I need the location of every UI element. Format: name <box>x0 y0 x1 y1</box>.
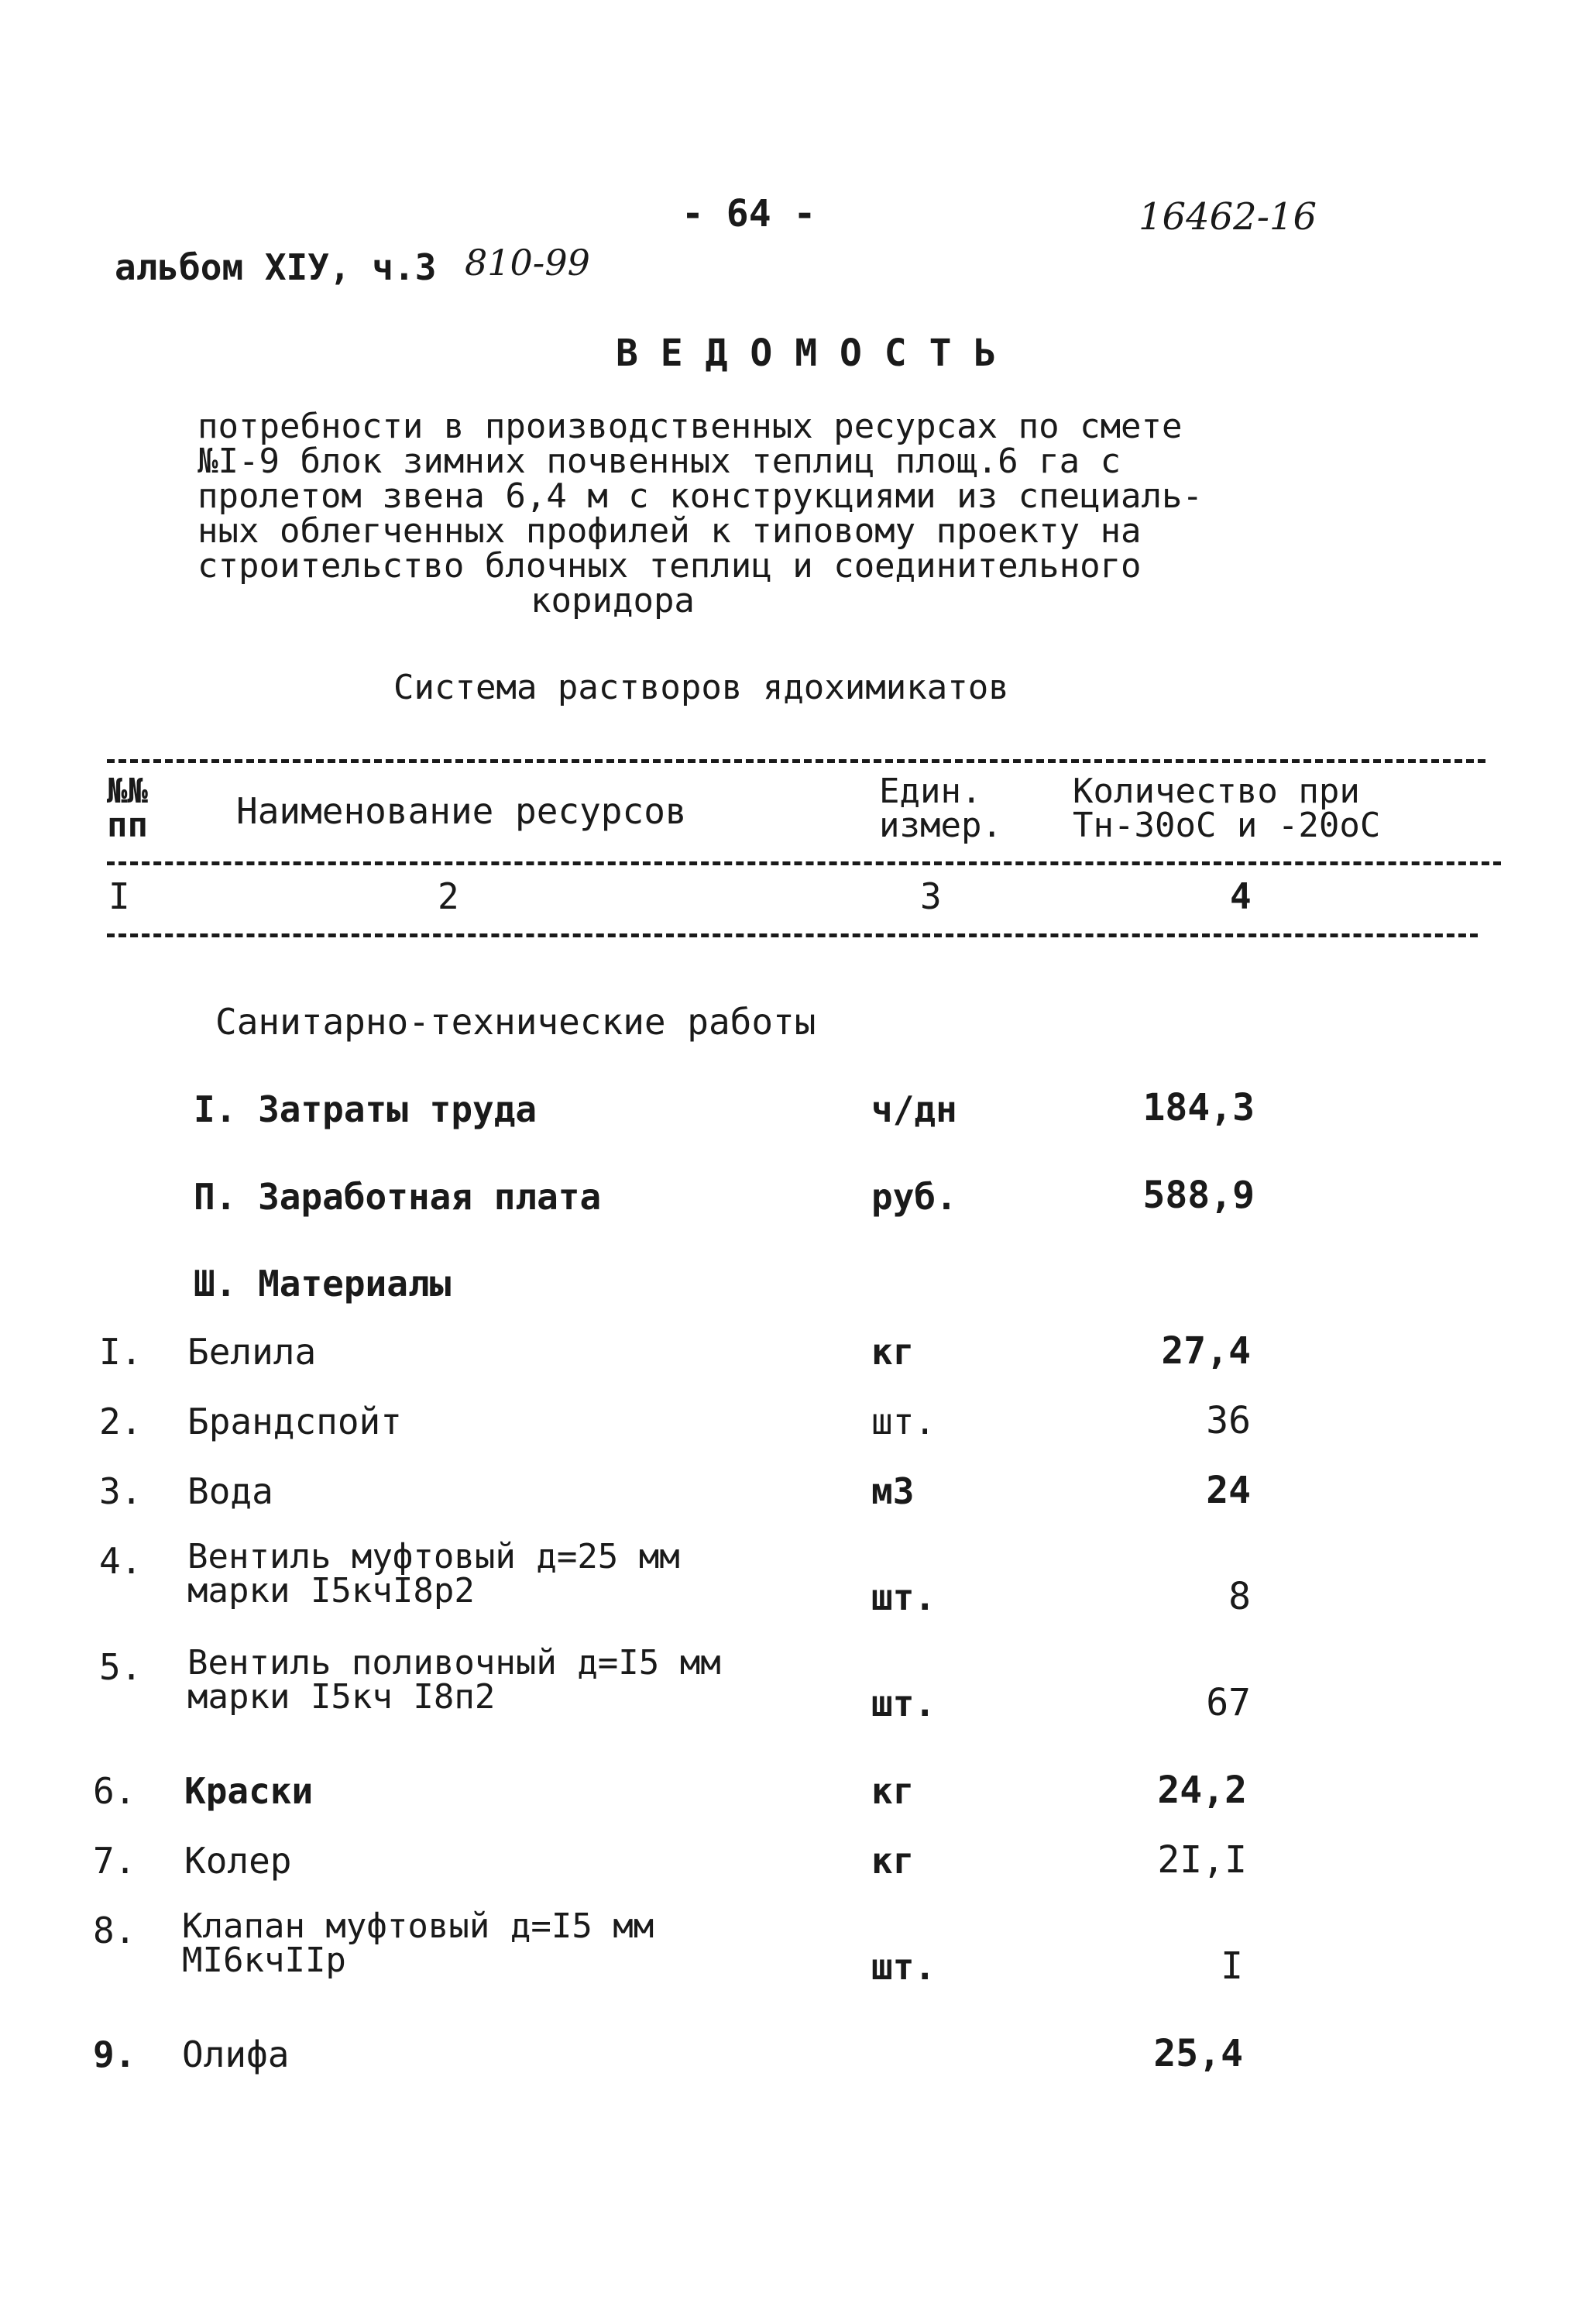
material-unit: кг <box>871 1840 915 1882</box>
material-value: 2I,I <box>1157 1838 1247 1882</box>
col-number-3: 3 <box>920 875 942 917</box>
col-header-quantity <box>1073 772 1381 845</box>
material-name-line2: марки I5кч I8п2 <box>187 1677 496 1717</box>
material-value: I <box>1221 1944 1243 1988</box>
wages-label: П. Заработная плата <box>194 1176 602 1218</box>
material-name <box>187 1537 680 1611</box>
material-number: 9. <box>93 2033 136 2075</box>
material-name <box>182 1906 654 1980</box>
album-handwritten-number: 810-99 <box>465 242 590 284</box>
col-number-1: I <box>108 875 130 917</box>
table-header-rule <box>107 861 1501 865</box>
material-name-line2: МI6кчIIр <box>182 1941 346 1980</box>
col-number-2: 2 <box>438 875 459 917</box>
material-number: 4. <box>99 1540 143 1582</box>
col-header-quantity-line1: Количество при <box>1073 772 1360 811</box>
wages-value: 588,9 <box>1142 1174 1255 1217</box>
material-name-line1: Вентиль муфтовый д=25 мм <box>187 1537 680 1576</box>
col-header-number-line2: пп <box>107 806 148 845</box>
material-name: Краски <box>184 1770 314 1812</box>
wages-unit: руб. <box>871 1176 957 1218</box>
material-unit: м3 <box>871 1470 915 1512</box>
material-value: 27,4 <box>1161 1329 1251 1373</box>
table-top-rule <box>107 759 1485 763</box>
materials-title: Ш. Материалы <box>194 1263 452 1305</box>
material-number: 6. <box>93 1770 136 1812</box>
material-unit: шт. <box>871 1576 936 1618</box>
material-name: Олифа <box>182 2033 290 2075</box>
subtitle-line-5: строительство блочных теплиц и соединительного <box>197 546 1142 586</box>
subtitle-line-1: потребности в производственных ресурсах по смете <box>197 407 1183 446</box>
col-header-number-line1: №№ <box>107 772 148 811</box>
labor-cost-value: 184,3 <box>1142 1086 1255 1129</box>
labor-cost-unit: ч/дн <box>871 1088 957 1130</box>
material-unit: кг <box>871 1770 915 1812</box>
document-code: 16462-16 <box>1139 195 1317 239</box>
col-header-unit <box>879 772 1002 845</box>
col-header-unit-line1: Един. <box>879 772 982 811</box>
material-value: 36 <box>1206 1399 1251 1442</box>
subtitle-line-4: ных облегченных профилей к типовому проекту на <box>197 511 1142 551</box>
material-name-line1: Клапан муфтовый д=I5 мм <box>182 1906 654 1946</box>
album-reference: альбом XIУ, ч.3 <box>115 246 437 288</box>
material-unit: шт. <box>871 1401 936 1442</box>
material-value: 8 <box>1228 1575 1251 1618</box>
col-header-number <box>107 772 148 845</box>
material-value: 24 <box>1206 1469 1251 1512</box>
material-number: I. <box>99 1331 143 1373</box>
material-name <box>187 1643 721 1717</box>
material-value: 67 <box>1206 1681 1251 1724</box>
col-header-unit-line2: измер. <box>879 806 1002 845</box>
col-number-4: 4 <box>1230 875 1252 917</box>
col-header-name: Наименование ресурсов <box>236 790 687 832</box>
material-name: Белила <box>187 1331 317 1373</box>
material-number: 2. <box>99 1401 143 1442</box>
material-value: 24,2 <box>1157 1769 1247 1812</box>
material-unit: кг <box>871 1331 915 1373</box>
material-name: Брандспойт <box>187 1401 402 1442</box>
col-header-quantity-line2: Тн-30оС и -20оС <box>1073 806 1381 845</box>
material-name-line2: марки I5кчI8р2 <box>187 1571 475 1611</box>
material-unit: шт. <box>871 1683 936 1724</box>
subtitle-line-2: №I-9 блок зимних почвенных теплиц площ.6 га с <box>197 442 1121 481</box>
subtitle-line-3: пролетом звена 6,4 м с конструкциями из специаль- <box>197 476 1204 516</box>
system-title: Система растворов ядохимикатов <box>393 668 1009 707</box>
material-number: 7. <box>93 1840 136 1882</box>
page-number: - 64 - <box>682 192 816 235</box>
table-bottom-rule <box>107 933 1478 937</box>
labor-cost-label: I. Затраты труда <box>194 1088 537 1130</box>
material-unit: шт. <box>871 1946 936 1988</box>
material-name: Колер <box>184 1840 292 1882</box>
material-name-line1: Вентиль поливочный д=I5 мм <box>187 1643 721 1683</box>
section-title: Санитарно-технические работы <box>215 1001 816 1043</box>
document-title: В Е Д О М О С Т Ь <box>616 332 997 375</box>
material-number: 8. <box>93 1910 136 1951</box>
material-name: Вода <box>187 1470 273 1512</box>
material-number: 5. <box>99 1646 143 1688</box>
subtitle-line-6: коридора <box>531 581 695 621</box>
material-value: 25,4 <box>1153 2032 1243 2075</box>
material-number: 3. <box>99 1470 143 1512</box>
